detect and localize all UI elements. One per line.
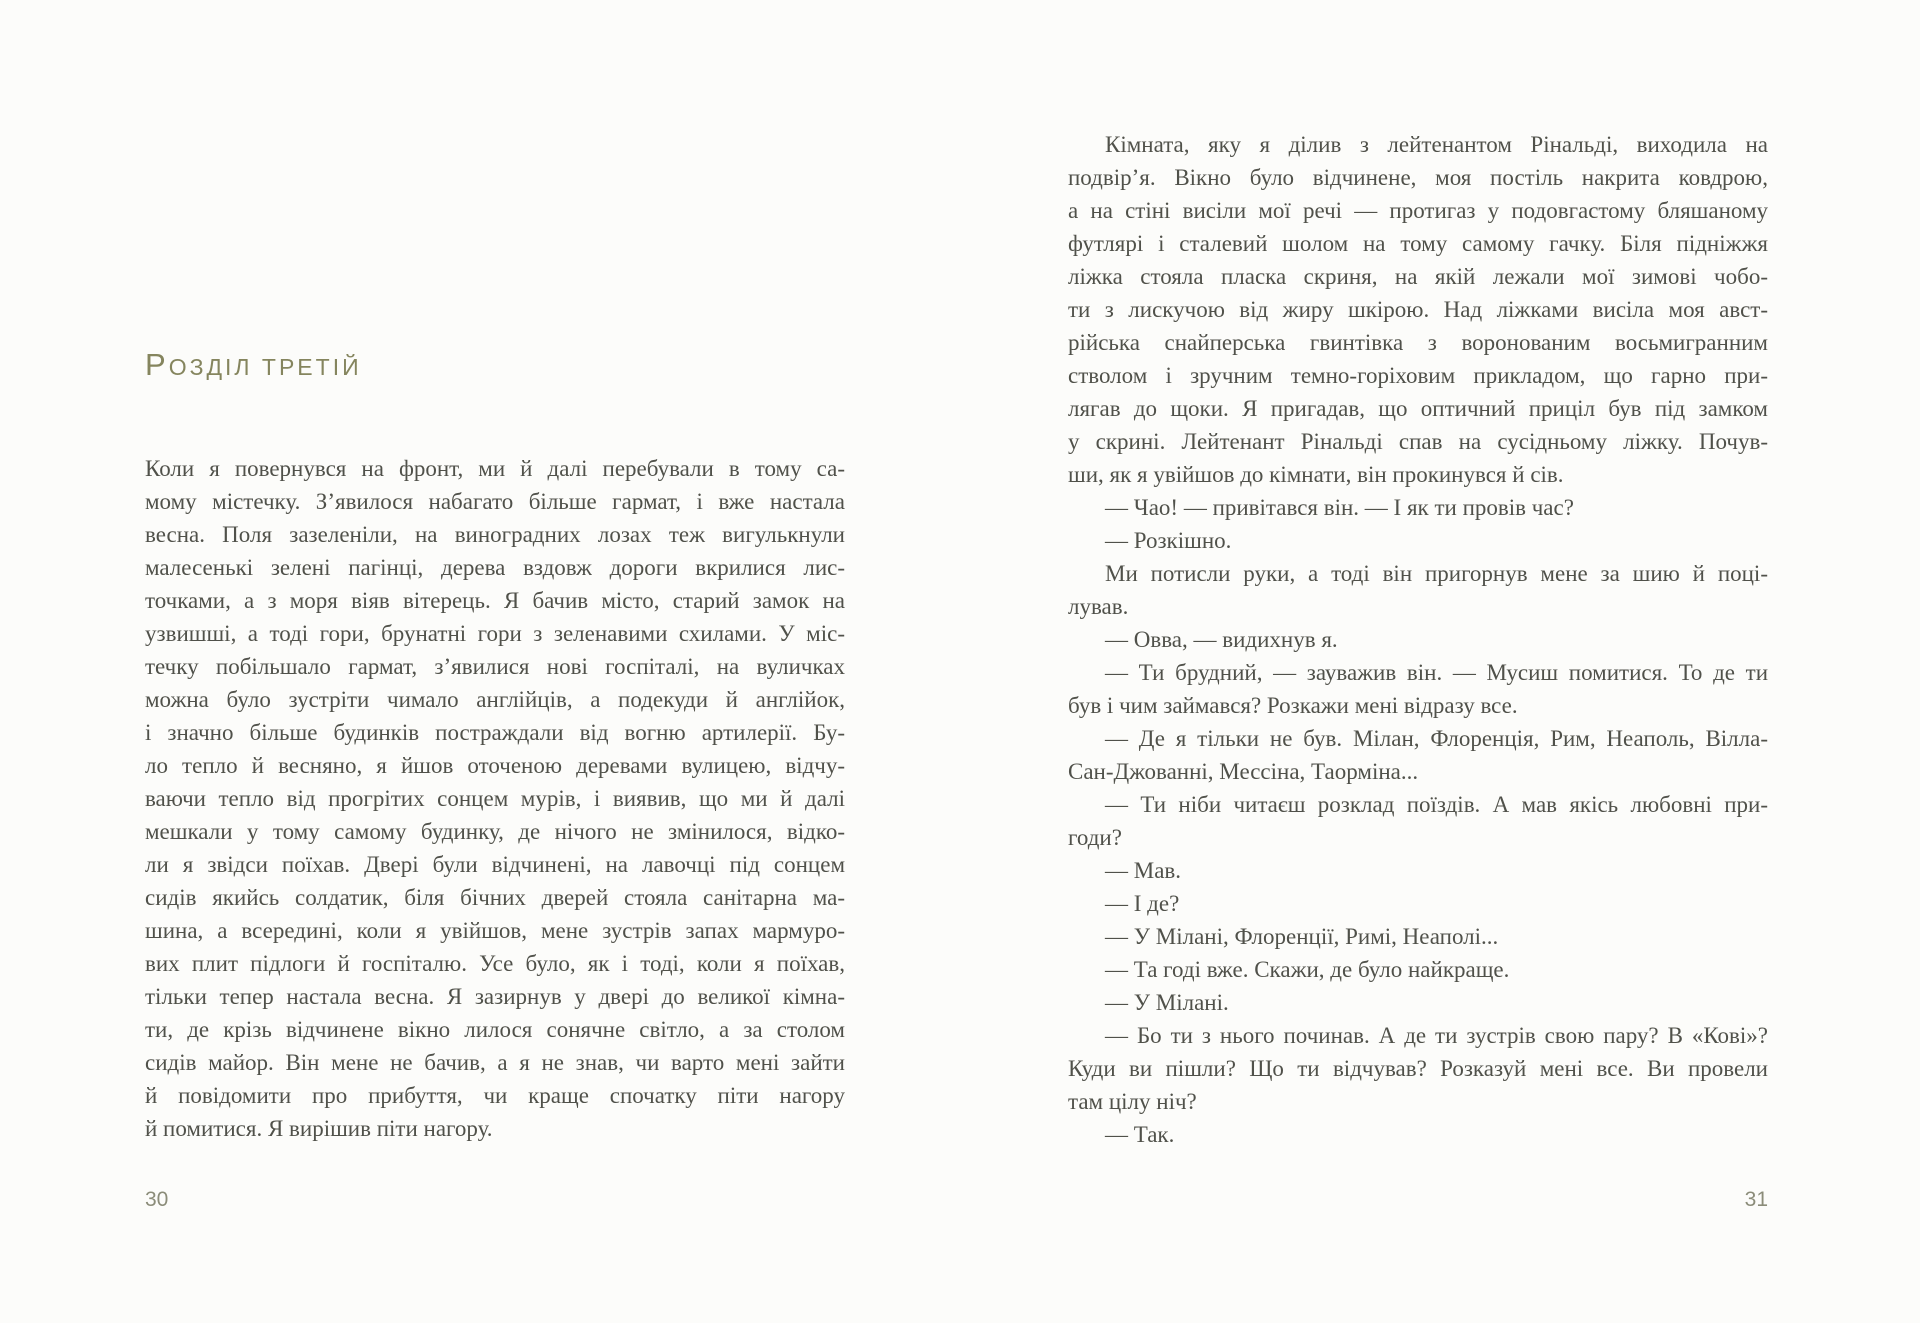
text-line: був і чим займався? Розкажи мені відразу все.	[1068, 693, 1518, 718]
text-line: можна було зустріти чимало англійців, а подекуди й англійок,	[145, 687, 845, 712]
text-line: — Так.	[1105, 1122, 1175, 1147]
text-line: весна. Поля зазеленіли, на виноградних лозах теж вигулькнули	[145, 522, 845, 547]
text-line: Кімната, яку я ділив з лейтенантом Рінальді, виходила на	[1105, 132, 1768, 157]
text-line: — Де я тільки не був. Мілан, Флоренція, Рим, Неаполь, Вілла-	[1105, 726, 1768, 751]
text-line: — Бо ти з нього починав. А де ти зустрів свою пару? В «Кові»?	[1105, 1023, 1768, 1048]
text-line: ти, де крізь відчинене вікно лилося сонячне світло, а за столом	[145, 1017, 845, 1042]
text-line: лував.	[1068, 594, 1129, 619]
right-page-text	[1068, 128, 1768, 1151]
page-right	[960, 0, 1920, 1323]
text-line: стволом і зручним темно-горіховим прикладом, що гарно при-	[1068, 363, 1768, 388]
text-line: Сан-Джованні, Мессіна, Таорміна...	[1068, 759, 1419, 784]
text-line: і значно більше будинків постраждали від вогню артилерії. Бу-	[145, 720, 845, 745]
text-line: — Ти ніби читаєш розклад поїздів. А мав якісь любовні при-	[1105, 792, 1768, 817]
text-line: мому містечку. З’явилося набагато більше гармат, і вже настала	[145, 489, 845, 514]
text-line: ліжка стояла пласка скриня, на якій лежали мої зимові чобо-	[1068, 264, 1768, 289]
text-line: годи?	[1068, 825, 1122, 850]
text-line: там цілу ніч?	[1068, 1089, 1197, 1114]
text-line: лягав до щоки. Я пригадав, що оптичний приціл був під замком	[1068, 396, 1768, 421]
text-line: й повідомити про прибуття, чи краще спочатку піти нагору	[145, 1083, 845, 1108]
text-line: — Чао! — привітався він. — І як ти провів час?	[1105, 495, 1574, 520]
page-number-left: 30	[145, 1188, 169, 1211]
text-line: ши, як я увійшов до кімнати, він прокинувся й сів.	[1068, 462, 1564, 487]
text-line: Ми потисли руки, а тоді він пригорнув мене за шию й поці-	[1105, 561, 1768, 586]
text-line: — Розкішно.	[1105, 528, 1232, 553]
text-line: рійська снайперська гвинтівка з воронованим восьмигранним	[1068, 330, 1768, 355]
left-page-text	[145, 452, 845, 1145]
text-line: — І де?	[1105, 891, 1180, 916]
text-line: Коли я повернувся на фронт, ми й далі перебували в тому са-	[145, 456, 845, 481]
text-line: ли я звідси поїхав. Двері були відчинені, на лавочці під сонцем	[145, 852, 845, 877]
text-line: й помитися. Я вирішив піти нагору.	[145, 1116, 493, 1141]
text-line: ти з лискучою від жиру шкірою. Над ліжками висіла моя авст-	[1068, 297, 1768, 322]
page-number-right: 31	[1744, 1188, 1768, 1211]
text-line: течку побільшало гармат, з’явилися нові госпіталі, на вуличках	[145, 654, 845, 679]
text-line: — Мав.	[1105, 858, 1182, 883]
text-line: футлярі і сталевий шолом на тому самому гачку. Біля підніжжя	[1068, 231, 1768, 256]
chapter-title: РОЗДІЛ ТРЕТІЙ	[145, 347, 362, 382]
text-line: у скрині. Лейтенант Рінальді спав на сусідньому ліжку. Почув-	[1068, 429, 1768, 454]
text-line: ваючи тепло від прогрітих сонцем мурів, і виявив, що ми й далі	[145, 786, 845, 811]
text-line: Куди ви пішли? Що ти відчував? Розказуй мені все. Ви провели	[1068, 1056, 1768, 1081]
text-line: мешкали у тому самому будинку, де нічого не змінилося, відко-	[145, 819, 845, 844]
text-line: ло тепло й весняно, я йшов оточеною деревами вулицею, відчу-	[145, 753, 845, 778]
text-line: — Ти брудний, — зауважив він. — Мусиш помитися. То де ти	[1105, 660, 1768, 685]
text-line: тільки тепер настала весна. Я зазирнув у двері до великої кімна-	[145, 984, 845, 1009]
text-line: а на стіні висіли мої речі — протигаз у подовгастому бляшаному	[1068, 198, 1768, 223]
text-line: — Овва, — видихнув я.	[1105, 627, 1338, 652]
text-line: узвишші, а тоді гори, брунатні гори з зеленавими схилами. У міс-	[145, 621, 845, 646]
text-line: сидів якийсь солдатик, біля бічних дверей стояла санітарна ма-	[145, 885, 845, 910]
text-line: точками, а з моря віяв вітерець. Я бачив місто, старий замок на	[145, 588, 845, 613]
text-line: шина, а всередині, коли я увійшов, мене зустрів запах мармуро-	[145, 918, 845, 943]
text-line: вих плит підлоги й госпіталю. Усе було, як і тоді, коли я поїхав,	[145, 951, 845, 976]
text-line: сидів майор. Він мене не бачив, а я не знав, чи варто мені зайти	[145, 1050, 845, 1075]
text-line: — У Мілані, Флоренції, Римі, Неаполі...	[1105, 924, 1499, 949]
text-line: — У Мілані.	[1105, 990, 1229, 1015]
text-line: малесенькі зелені пагінці, дерева вздовж дороги вкрилися лис-	[145, 555, 845, 580]
text-line: — Та годі вже. Скажи, де було найкраще.	[1105, 957, 1510, 982]
text-line: подвір’я. Вікно було відчинене, моя постіль накрита ковдрою,	[1068, 165, 1768, 190]
